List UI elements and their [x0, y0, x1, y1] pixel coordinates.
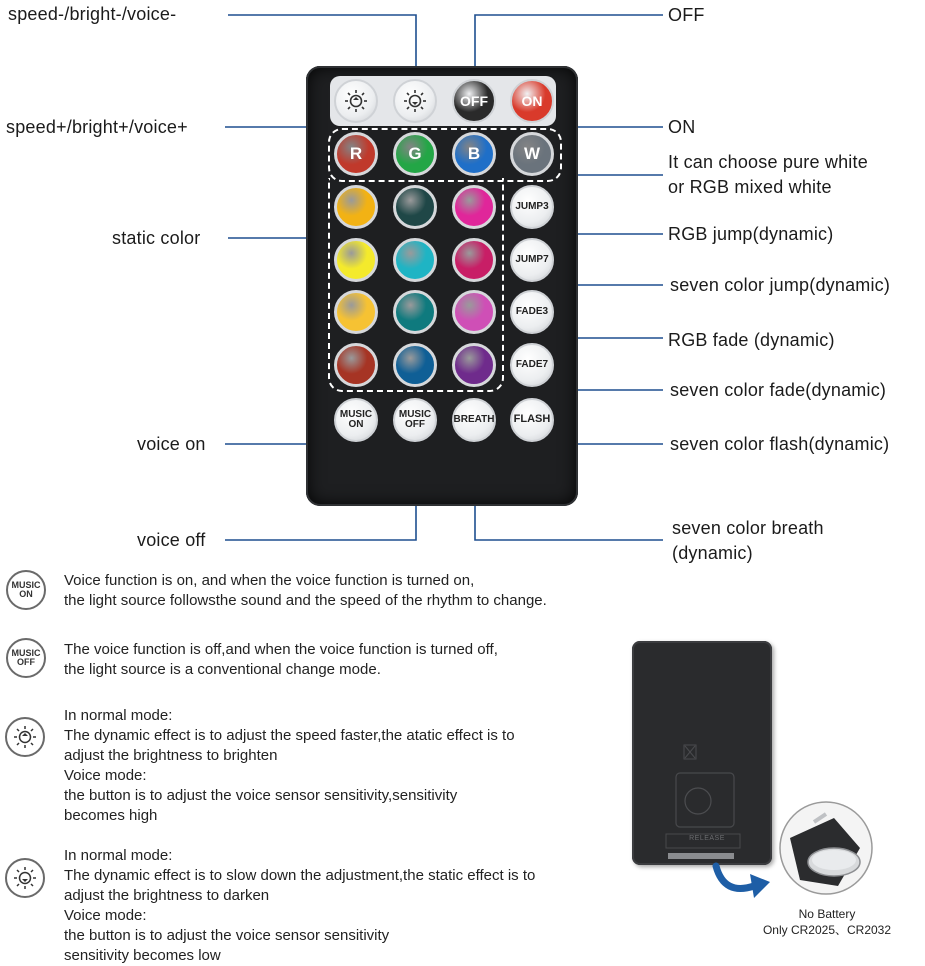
desc-line: adjust the brightness to brighten — [64, 747, 278, 764]
brightness-up-button[interactable] — [393, 79, 437, 123]
brightness-up-description — [64, 706, 515, 826]
on-button[interactable]: ON — [510, 79, 554, 123]
static-color-button[interactable] — [452, 238, 496, 282]
music-on-button[interactable] — [334, 398, 378, 442]
fade7-button[interactable]: FADE7 — [510, 343, 554, 387]
static-color-button[interactable] — [452, 343, 496, 387]
music-on-description — [64, 571, 547, 611]
desc-line: sensitivity becomes low — [64, 947, 221, 964]
music-off-description — [64, 640, 498, 680]
desc-line: the button is to adjust the voice sensor sensitivity,sensitivity — [64, 787, 458, 804]
battery-compartment — [632, 641, 772, 865]
label-rgb-fade: RGB fade (dynamic) — [668, 330, 835, 350]
music-on-line1: MUSIC — [339, 408, 373, 420]
sun-bright-icon — [5, 717, 45, 757]
static-color-button[interactable] — [334, 238, 378, 282]
caption-line1: No Battery — [798, 907, 856, 921]
desc-line: Voice function is on, and when the voice function is turned on, — [64, 572, 475, 589]
caption-line2: Only CR2025、CR2032 — [762, 923, 892, 937]
flash-button[interactable]: FLASH — [510, 398, 554, 442]
music-off-icon-line2: OFF — [17, 657, 35, 667]
desc-line: In normal mode: — [64, 847, 173, 864]
static-color-button[interactable] — [334, 185, 378, 229]
music-off-icon — [6, 638, 46, 678]
desc-line: the light source is a conventional change mode. — [64, 661, 381, 678]
label-voice-off: voice off — [137, 530, 206, 550]
rotate-arrow-icon — [710, 858, 774, 904]
music-on-icon-line1: MUSIC — [11, 579, 41, 590]
static-color-button[interactable] — [393, 185, 437, 229]
label-white-line1: It can choose pure white — [668, 152, 868, 172]
label-rgb-jump: RGB jump(dynamic) — [668, 224, 834, 244]
label-breath-line1: seven color breath — [672, 518, 824, 538]
music-off-line1: MUSIC — [398, 408, 432, 420]
label-voice-on: voice on — [137, 434, 206, 454]
label-white-line2: or RGB mixed white — [668, 177, 832, 197]
label-seven-fade: seven color fade(dynamic) — [670, 380, 887, 400]
music-on-icon — [6, 570, 46, 610]
desc-line: Voice mode: — [64, 767, 147, 784]
label-speed-down: speed-/bright-/voice- — [8, 4, 177, 24]
desc-line: The dynamic effect is to adjust the speed faster,the atatic effect is to — [64, 727, 515, 744]
label-seven-jump: seven color jump(dynamic) — [670, 275, 891, 295]
sun-dim-icon — [5, 858, 45, 898]
music-off-line2: OFF — [405, 419, 425, 430]
desc-line: The voice function is off,and when the voice function is turned off, — [64, 641, 498, 658]
sun-bright-icon — [402, 88, 428, 114]
remote-back-view — [632, 641, 772, 865]
sun-dim-icon — [343, 88, 369, 114]
desc-line: becomes high — [64, 807, 158, 824]
red-button[interactable]: R — [334, 132, 378, 176]
desc-line: The dynamic effect is to slow down the adjustment,the static effect is to — [64, 867, 536, 884]
fade3-button[interactable]: FADE3 — [510, 290, 554, 334]
desc-line: In normal mode: — [64, 707, 173, 724]
desc-line: the light source followsthe sound and the speed of the rhythm to change. — [64, 592, 547, 609]
label-static-color: static color — [112, 228, 201, 248]
static-color-button[interactable] — [334, 290, 378, 334]
label-off: OFF — [668, 5, 705, 25]
release-text: RELEASE — [689, 835, 725, 842]
off-button[interactable]: OFF — [452, 79, 496, 123]
battery-caption — [742, 906, 912, 938]
label-breath-line2: (dynamic) — [672, 543, 753, 563]
desc-line: the button is to adjust the voice sensor sensitivity — [64, 927, 390, 944]
desc-line: Voice mode: — [64, 907, 147, 924]
jump7-button[interactable]: JUMP7 — [510, 238, 554, 282]
label-on: ON — [668, 117, 696, 137]
green-button[interactable]: G — [393, 132, 437, 176]
breath-button[interactable]: BREATH — [452, 398, 496, 442]
static-color-button[interactable] — [393, 343, 437, 387]
desc-line: adjust the brightness to darken — [64, 887, 270, 904]
jump3-button[interactable]: JUMP3 — [510, 185, 554, 229]
static-color-button[interactable] — [393, 238, 437, 282]
coin-battery-icon — [778, 800, 874, 896]
music-off-button[interactable] — [393, 398, 437, 442]
label-seven-flash: seven color flash(dynamic) — [670, 434, 890, 454]
music-on-icon-line2: ON — [19, 589, 33, 599]
label-speed-up: speed+/bright+/voice+ — [6, 117, 188, 137]
brightness-down-button[interactable] — [334, 79, 378, 123]
music-off-icon-line1: MUSIC — [11, 647, 41, 658]
music-on-line2: ON — [348, 419, 364, 430]
blue-button[interactable]: B — [452, 132, 496, 176]
static-color-button[interactable] — [334, 343, 378, 387]
brightness-down-description — [64, 846, 535, 966]
static-color-button[interactable] — [452, 290, 496, 334]
static-color-button[interactable] — [393, 290, 437, 334]
static-color-button[interactable] — [452, 185, 496, 229]
white-button[interactable]: W — [510, 132, 554, 176]
